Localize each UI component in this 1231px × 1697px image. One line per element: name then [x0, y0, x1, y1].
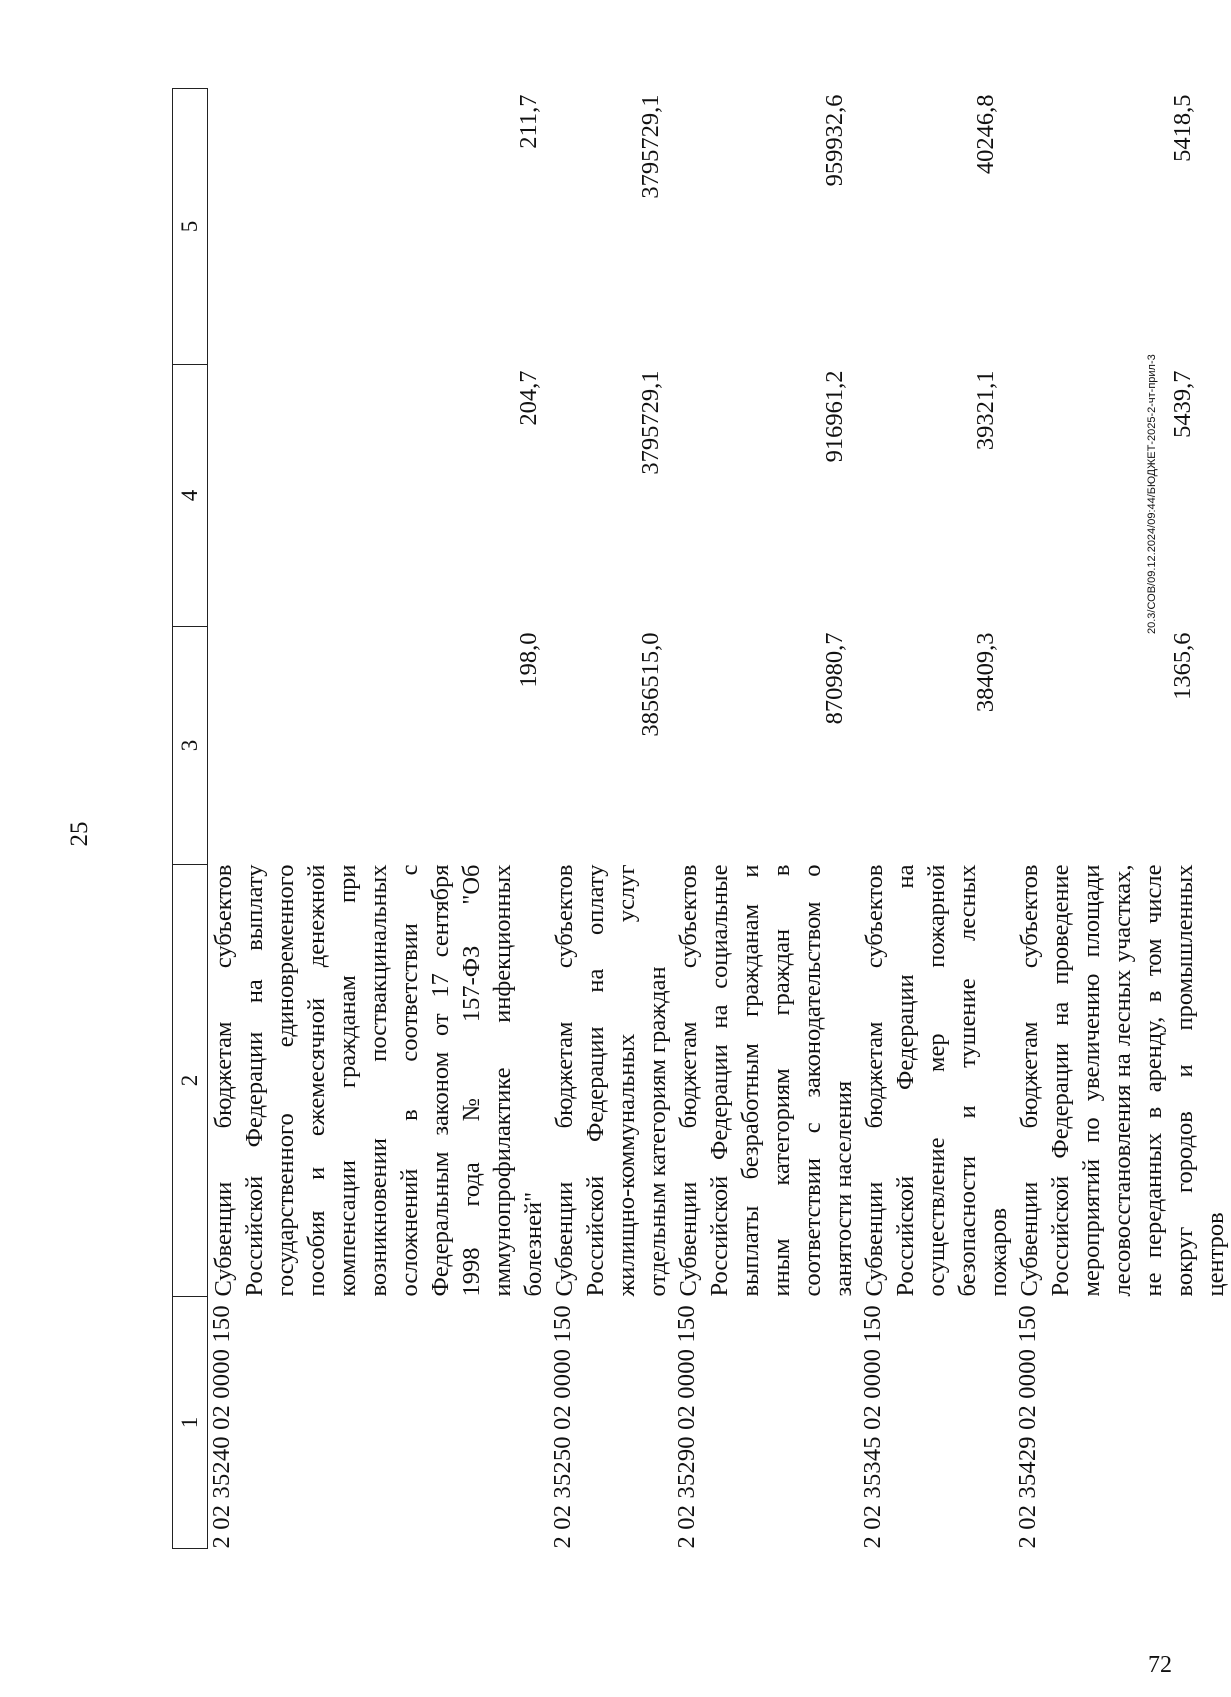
value-col5-cell — [673, 89, 859, 365]
value-col4-cell — [549, 365, 673, 627]
value-col4-cell — [673, 365, 859, 627]
column-header-2: 2 — [173, 865, 208, 1297]
value-col5-cell — [549, 89, 673, 365]
budget-code: 2 02 35429 02 0000 150 — [1014, 1305, 1041, 1549]
row-description: Субвенции бюджетам субъектов Российской Федерации на оплату жилищно-коммунальных услуг отдельным категориям граждан — [551, 864, 671, 1297]
table-header — [173, 89, 208, 1549]
value-col5: 40246,8 — [972, 94, 999, 175]
value-col4: 39321,1 — [972, 370, 999, 451]
value-col4: 204,7 — [515, 370, 542, 426]
value-col3-cell — [859, 627, 1014, 865]
value-col3-cell — [208, 627, 550, 865]
column-header-5: 5 — [173, 89, 208, 365]
value-col3: 1365,6 — [1169, 632, 1196, 700]
value-col3: 3856515,0 — [637, 632, 664, 737]
value-col4: 916961,2 — [821, 370, 848, 463]
value-col3: 870980,7 — [821, 632, 848, 725]
value-col4-cell — [859, 365, 1014, 627]
table-row — [208, 89, 550, 1549]
row-description: Субвенции бюджетам субъектов Российской Федерации на выплату государственного единовременного пособия и ежемесячной денежной компенсации гражданам при возникновении поствакцинальных осложнений в соответствии с Федеральным законом от 17 сентября 1998 года № 157-ФЗ "Об иммунопрофилактике инфекционных болезней" — [210, 864, 547, 1297]
table-row — [673, 89, 859, 1549]
value-col4: 3795729,1 — [637, 370, 664, 475]
value-col4: 5439,7 — [1169, 370, 1196, 438]
page-number: 25 — [66, 821, 93, 847]
table-row — [1014, 89, 1231, 1549]
value-col5: 3795729,1 — [637, 94, 664, 199]
budget-code: 2 02 35345 02 0000 150 — [859, 1305, 886, 1549]
sheet-number: 72 — [1148, 1652, 1172, 1678]
value-col5: 5418,5 — [1169, 94, 1196, 162]
value-col5-cell — [1014, 89, 1231, 365]
value-col5-cell — [859, 89, 1014, 365]
row-description: Субвенции бюджетам субъектов Российской Федерации на осуществление мер пожарной безопасности и тушение лесных пожаров — [861, 864, 1012, 1297]
row-description: Субвенции бюджетам субъектов Российской Федерации на проведение мероприятий по увеличению площади лесовосстановления на лесных участках, не переданных в аренду, в том числе вокруг городов и промышленных центров — [1016, 864, 1229, 1297]
column-header-1: 1 — [173, 1297, 208, 1549]
value-col3-cell — [549, 627, 673, 865]
value-col3-cell — [673, 627, 859, 865]
budget-code: 2 02 35240 02 0000 150 — [208, 1305, 235, 1549]
budget-code: 2 02 35290 02 0000 150 — [673, 1305, 700, 1549]
value-col5: 211,7 — [515, 94, 542, 149]
value-col5: 959932,6 — [821, 94, 848, 187]
value-col4-cell — [208, 365, 550, 627]
column-header-4: 4 — [173, 365, 208, 627]
budget-code: 2 02 35250 02 0000 150 — [549, 1305, 576, 1549]
table-row — [859, 89, 1014, 1549]
budget-table — [172, 88, 1231, 1549]
row-description: Субвенции бюджетам субъектов Российской Федерации на социальные выплаты безработным гражданам и иным категориям граждан в соответствии с законодательством о занятости населения — [675, 864, 857, 1297]
value-col3: 198,0 — [515, 632, 542, 688]
column-header-3: 3 — [173, 627, 208, 865]
value-col4-cell — [1014, 365, 1231, 627]
value-col3-cell — [1014, 627, 1231, 865]
document-footer-code: 20.3/СОВ/09.12.2024/09:44/БЮДЖЕТ-2025-2-чт-прил-3 — [1146, 354, 1158, 634]
value-col5-cell — [208, 89, 550, 365]
table-row — [549, 89, 673, 1549]
value-col3: 38409,3 — [972, 632, 999, 713]
